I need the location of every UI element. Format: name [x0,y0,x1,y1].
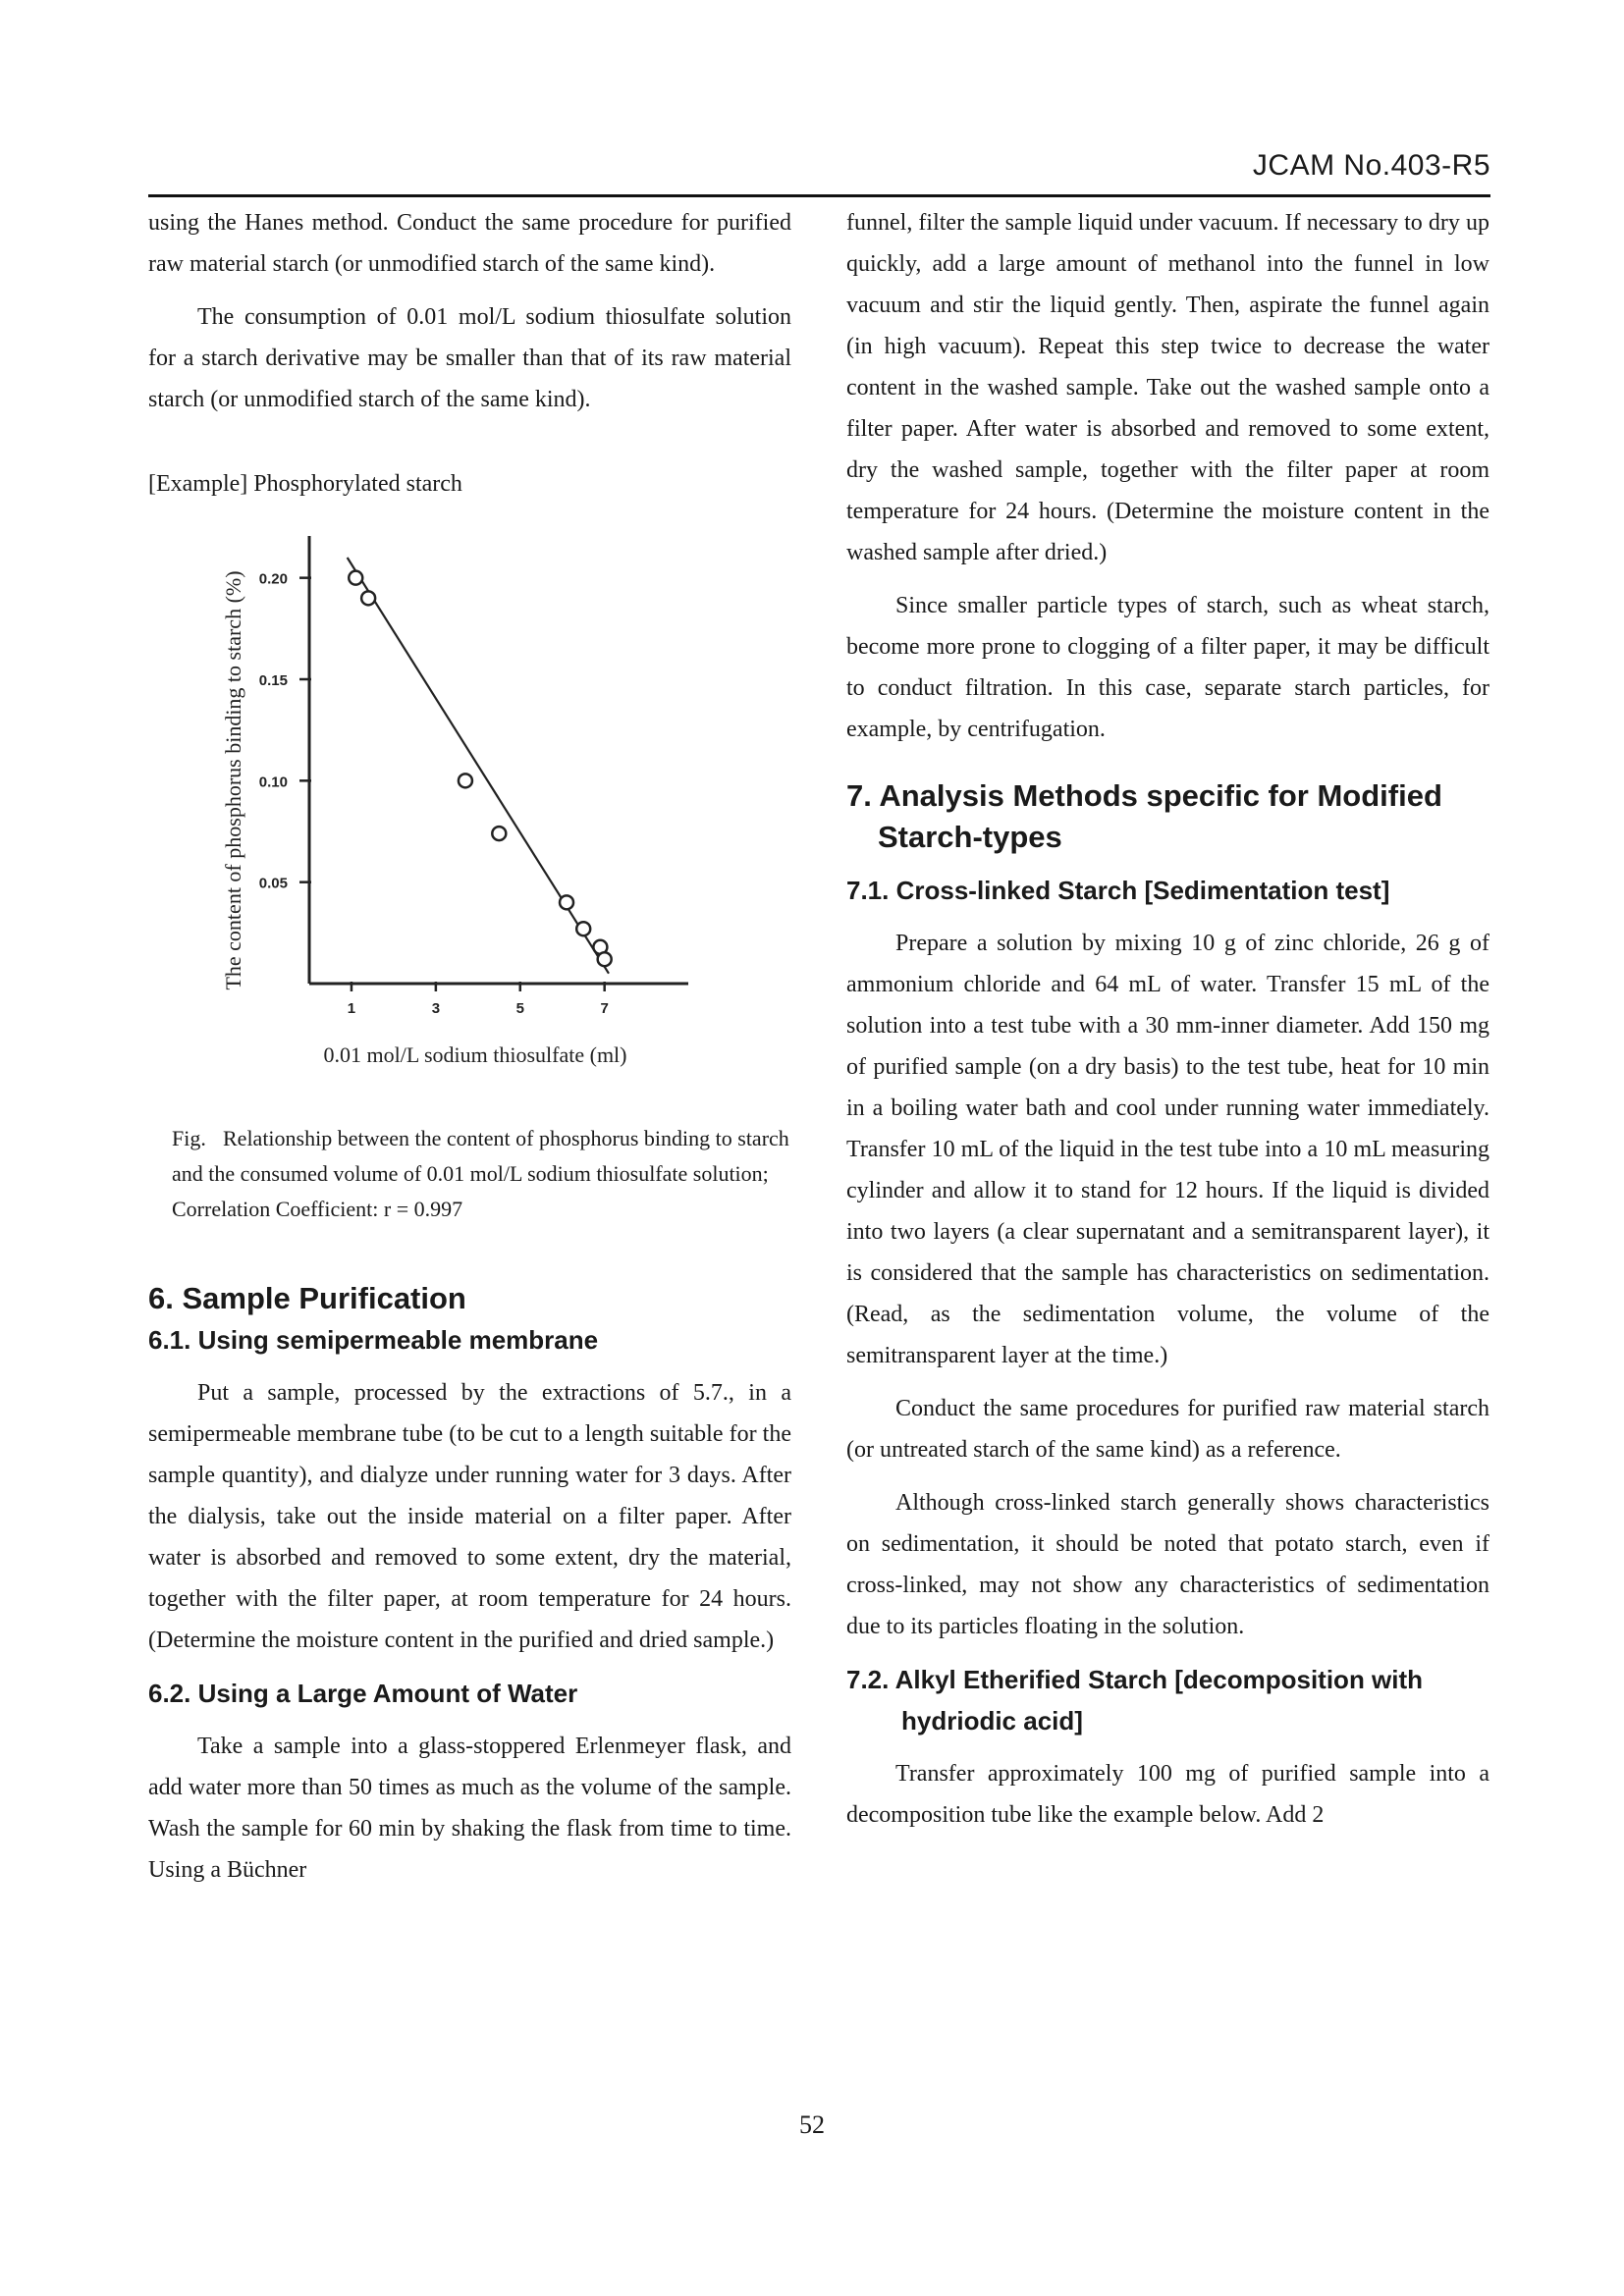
x-tick-label: 5 [515,1000,524,1017]
x-tick-label: 1 [347,1000,356,1017]
figure [148,522,791,1121]
data-point [560,895,573,909]
data-point [361,591,375,605]
y-axis-label: The content of phosphorus binding to starch (%) [221,570,245,990]
left-column [148,202,791,1891]
x-axis-label: 0.01 mol/L sodium thiosulfate (ml) [323,1042,627,1067]
figure-caption [172,1121,791,1227]
header-rule [148,194,1490,197]
data-point [576,922,590,935]
data-point [598,952,612,966]
example-label: [Example] Phosphorylated starch [148,471,462,497]
paragraph: The consumption of 0.01 mol/L sodium thiosulfate solution for a starch derivative may be smaller than that of its raw material starch (or unmodified starch of the same kind). [148,304,791,412]
paragraph: using the Hanes method. Conduct the same procedure for purified raw material starch (or unmodified starch of the same kind). [148,210,791,277]
y-tick-label: 0.05 [258,875,288,892]
regression-line [348,558,609,974]
paragraph: Put a sample, processed by the extractions of 5.7., in a semipermeable membrane tube (to be cut to a length suitable for the sample quantity), and dialyze under running water for 3 days. After the dialysis, take out the inside material on a filter paper. After water is absorbed and removed to some extent, dry the material, together with the filter paper, at room temperature for 24 hours. (Determine the moisture content in the purified and dried sample.) [148,1380,791,1653]
subsection-heading: 6.2. Using a Large Amount of Water [148,1679,578,1708]
y-tick-label: 0.20 [258,570,288,588]
paragraph: Since smaller particle types of starch, such as wheat starch, become more prone to clogging of a filter paper, it may be difficult to conduct filtration. In this case, separate starch particles, for example, by centrifugation. [846,593,1489,742]
caption-label: Fig. [172,1126,206,1150]
paragraph: Take a sample into a glass-stoppered Erlenmeyer flask, and add water more than 50 times as much as the volume of the sample. Wash the sample for 60 min by shaking the flask from time to time. Using a Büchner [148,1734,791,1883]
paragraph: Transfer approximately 100 mg of purified sample into a decomposition tube like the example below. Add 2 [846,1761,1489,1828]
section-heading: 7. Analysis Methods specific for Modified Starch-types [846,778,1442,854]
page-number: 52 [799,2110,825,2139]
document-code: JCAM No.403-R5 [1252,149,1490,182]
right-column [846,202,1489,1836]
chart [148,522,791,1121]
data-point [492,827,506,840]
section-heading: 6. Sample Purification [148,1281,466,1315]
paragraph: Prepare a solution by mixing 10 g of zinc chloride, 26 g of ammonium chloride and 64 mL of water. Transfer 15 mL of the solution into a test tube with a 30 mm-inner diameter. Add 150 mg of purified sample (on a dry basis) to the test tube, heat for 10 min in a boiling water bath and cool under running water immediately. Transfer 10 mL of the liquid in the test tube into a 10 mL measuring cylinder and allow it to stand for 12 hours. If the liquid is divided into two layers (a clear supernatant and a semitransparent layer), it is considered that the sample has characteristics on sedimentation. (Read, as the sedimentation volume, the volume of the semitransparent layer at the time.) [846,931,1489,1368]
paragraph: funnel, filter the sample liquid under vacuum. If necessary to dry up quickly, add a large amount of methanol into the funnel in low vacuum and stir the liquid gently. Then, aspirate the funnel again (in high vacuum). Repeat this step twice to decrease the water content in the washed sample. Take out the washed sample onto a filter paper. After water is absorbed and removed to some extent, dry the washed sample, together with the filter paper at room temperature for 24 hours. (Determine the moisture content in the washed sample after dried.) [846,210,1489,565]
data-point [459,774,472,787]
subsection-heading: 7.1. Cross-linked Starch [Sedimentation test] [846,876,1390,905]
paragraph: Conduct the same procedures for purified raw material starch (or untreated starch of the same kind) as a reference. [846,1396,1489,1463]
y-tick-label: 0.15 [258,672,288,689]
caption-text: Relationship between the content of phosphorus binding to starch and the consumed volume of 0.01 mol/L sodium thiosulfate solution; Correlation Coefficient: r = 0.997 [172,1126,789,1221]
y-tick-label: 0.10 [258,774,288,791]
paragraph: Although cross-linked starch generally shows characteristics on sedimentation, it should be noted that potato starch, even if cross-linked, may not show any characteristics of sedimentation due to its particles floating in the solution. [846,1490,1489,1639]
data-point [349,571,362,585]
x-tick-label: 3 [431,1000,441,1017]
subsection-heading: 6.1. Using semipermeable membrane [148,1325,599,1355]
subsection-heading: 7.2. Alkyl Etherified Starch [decomposition with hydriodic acid] [846,1665,1424,1735]
x-tick-label: 7 [600,1000,609,1017]
